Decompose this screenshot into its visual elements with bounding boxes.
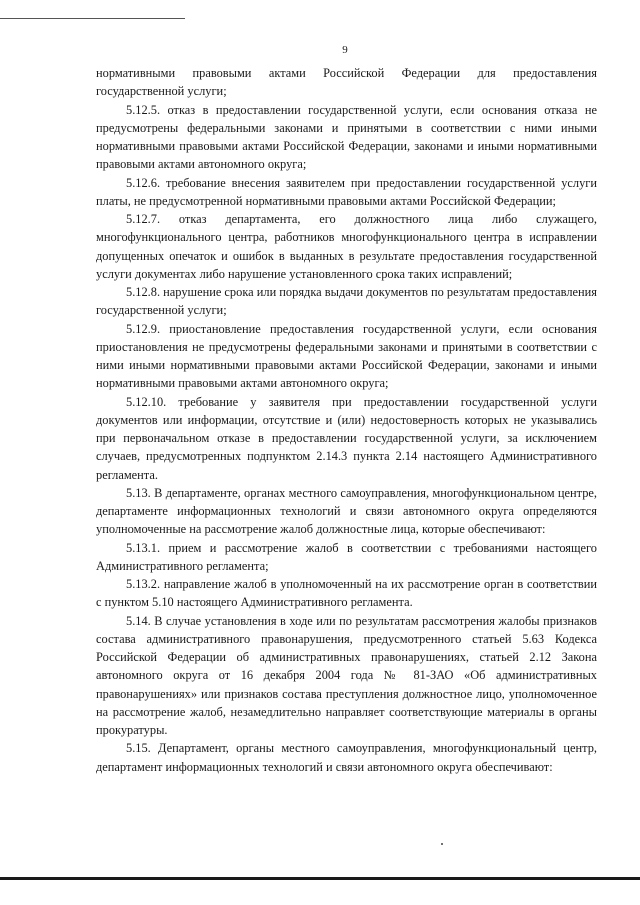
paragraph-5-13: 5.13. В департаменте, органах местного самоуправления, многофункциональном центре, департаменте информационных технологий и связи автономного округа определяются уполномоченные на рассмотрение жалоб должностные лица, которые обеспечивают: [96,485,597,537]
paragraph-5-12-6: 5.12.6. требование внесения заявителем при предоставлении государственной услуги платы, не предусмотренной нормативными правовыми актами Российской Федерации; [96,175,597,208]
scan-speck [441,843,443,845]
paragraph-continuation: нормативными правовыми актами Российской Федерации для предоставления государственной услуги; [96,66,597,99]
paragraph-5-15: 5.15. Департамент, органы местного самоуправления, многофункциональный центр, департамент информационных технологий и связи автономного округа обеспечивают: [96,741,597,774]
page-number: 9 [342,44,348,56]
paragraph-5-12-8: 5.12.8. нарушение срока или порядка выдачи документов по результатам предоставления государственной услуги; [96,285,597,318]
paragraph-5-13-1: 5.13.1. прием и рассмотрение жалоб в соответствии с требованиями настоящего Административного регламента; [96,540,597,573]
paragraph-5-13-2: 5.13.2. направление жалоб в уполномоченный на их рассмотрение орган в соответствии с пунктом 5.10 настоящего Административного регламента. [96,577,597,610]
footer-rule [0,877,640,880]
paragraph-5-12-10: 5.12.10. требование у заявителя при предоставлении государственной услуги документов или информации, отсутствие и (или) недостоверность которых не указывались при первоначальном отказе в предоставлении государственной услуги, за исключением случаев, предусмотренных подпунктом 2.14.3 пункта 2.14 настоящего Административного регламента. [96,394,597,482]
header-rule [0,18,185,19]
paragraph-5-14: 5.14. В случае установления в ходе или по результатам рассмотрения жалобы признаков состава административного правонарушения, предусмотренного статьей 5.63 Кодекса Российской Федерации об административных правонарушениях, статьей 2.12 Закона автономного округа от 16 декабря 2004 года № 81-ЗАО «Об административных правонарушениях» или признаков состава преступления должностное лицо, уполномоченное на рассмотрение жалоб, незамедлительно направляет соответствующие материалы в органы прокуратуры. [96,613,597,737]
paragraph-5-12-9: 5.12.9. приостановление предоставления государственной услуги, если основания приостановления не предусмотрены федеральными законами и принятыми в соответствии с ними иными нормативными правовыми актами Российской Федерации, законами и иными нормативными правовыми актами автономного округа; [96,321,597,391]
paragraph-5-12-5: 5.12.5. отказ в предоставлении государственной услуги, если основания отказа не предусмотрены федеральными законами и принятыми в соответствии с ними иными нормативными правовыми актами Российской Федерации, законами и иными нормативными правовыми актами автономного округа; [96,102,597,172]
paragraph-5-12-7: 5.12.7. отказ департамента, его должностного лица либо служащего, многофункционального центра, работников многофункционального центра в исправлении допущенных опечаток и ошибок в выданных в результате предоставления государственной услуги документах либо нарушение установленного срока таких исправлений; [96,212,597,281]
document-body [96,64,597,776]
